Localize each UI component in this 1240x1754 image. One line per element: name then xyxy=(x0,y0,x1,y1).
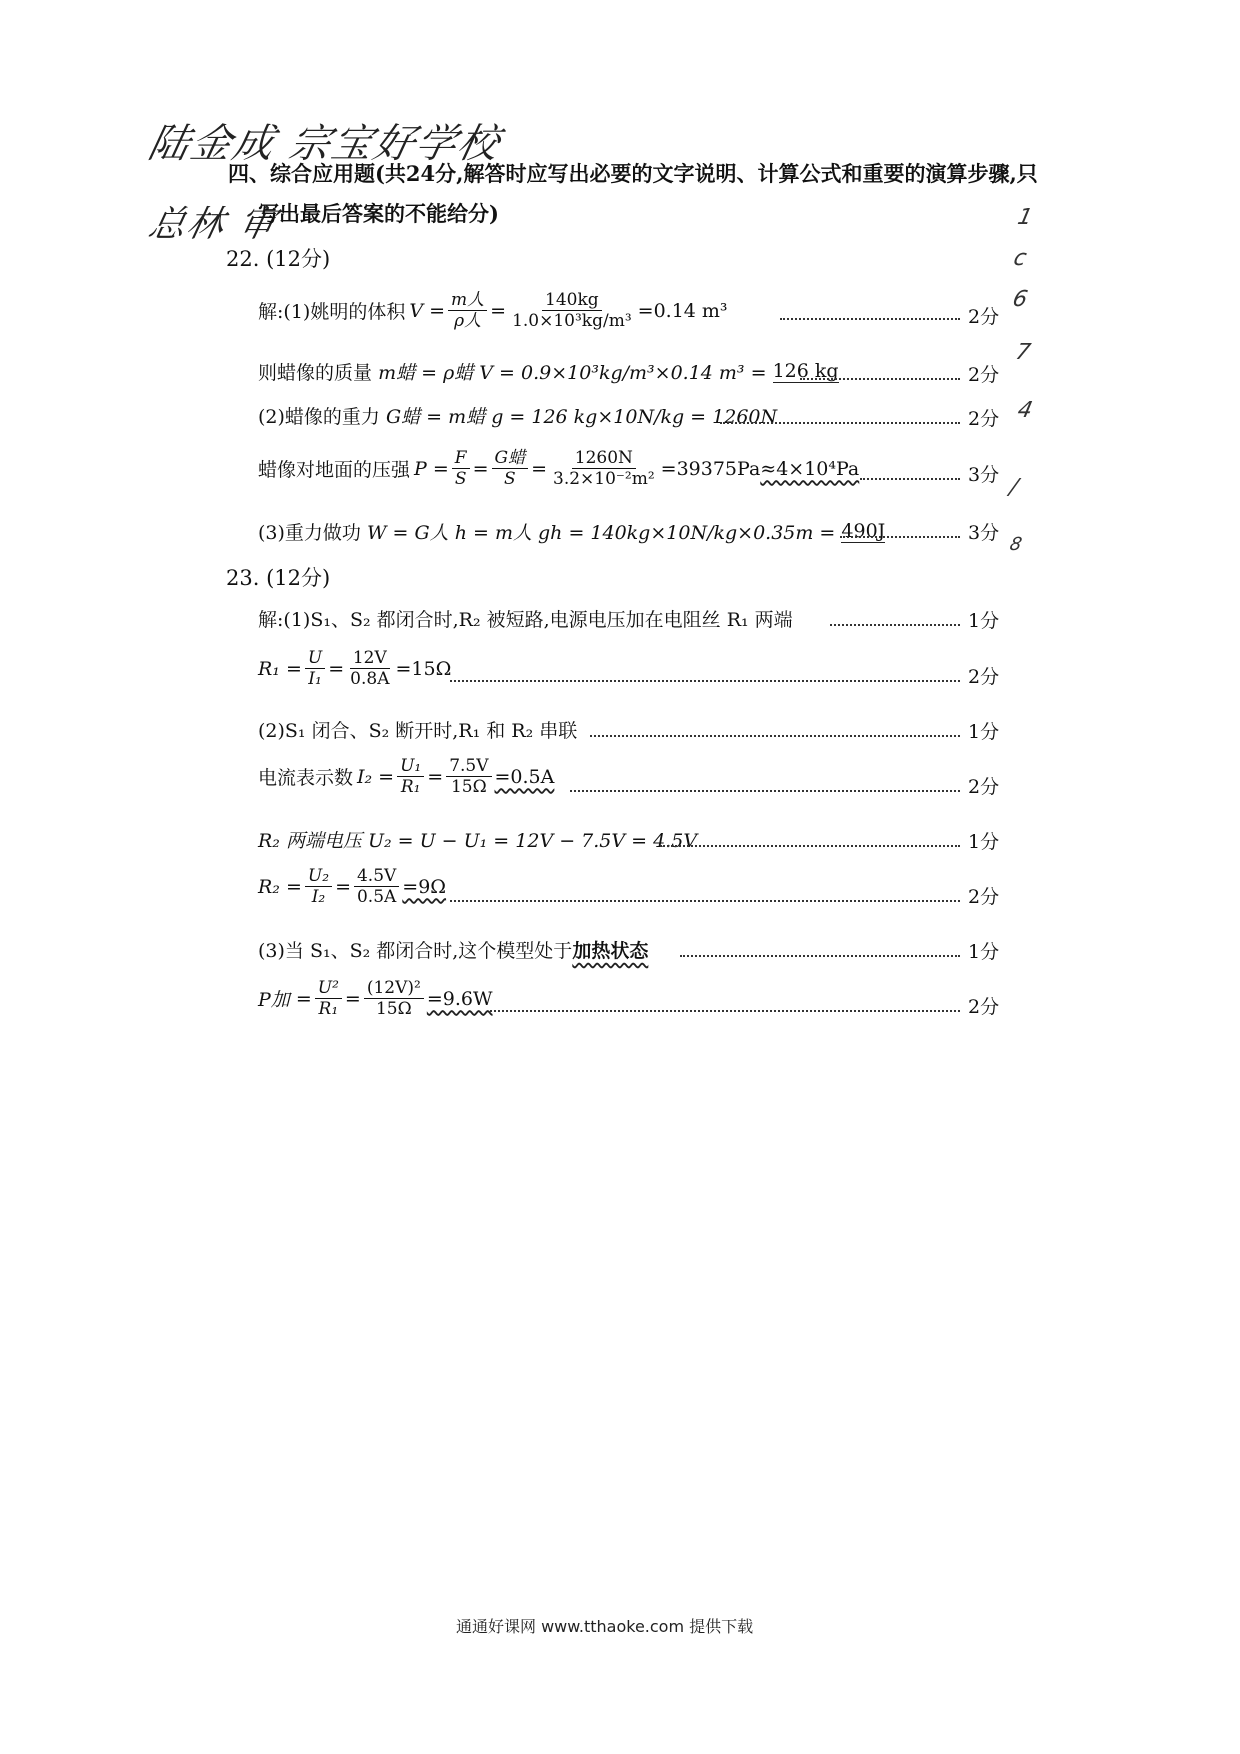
q22-line-4-prefix: 蜡像对地面的压强 xyxy=(258,459,411,481)
score-q23-7: 1分 xyxy=(968,941,1000,963)
pressure-symbol: P xyxy=(414,457,427,480)
r2-symbol: R₂ xyxy=(258,875,280,898)
q22-line-1-prefix: 解:(1)姚明的体积 xyxy=(258,301,406,323)
footer-credit: 通通好课网 www.tthaoke.com 提供下载 xyxy=(456,1617,754,1636)
q22-line-3-expr: G蜡 = m蜡 g = 126 kg×10N/kg = 1260N xyxy=(385,406,778,428)
q23-line-4-prefix: 电流表示数 xyxy=(258,767,354,789)
section-title-continued: 写出最后答案的不能给分) xyxy=(258,201,499,226)
q23-line-3 xyxy=(258,716,577,743)
q23-line-4: 电流表示数 I₂ = $\frac{\text{U₁}}{\text{R₁}}$ = $\frac{7.5V}{15\Omega}$ =0.5A xyxy=(258,756,555,797)
score-q22-1: 2分 xyxy=(968,306,1000,328)
q22-line-1: 解:(1)姚明的体积 V = $\frac{\text{m人}}{\text{ρ人}}$ = $\frac{140kg}{\text{1.0×10³kg/m³}}$ =0.14 m³ xyxy=(258,290,728,331)
handwritten-note-top: 陆金成 宗宝好学校 xyxy=(144,121,505,167)
q23-line-7-result: 加热状态 xyxy=(572,940,649,962)
q23-line-4-result: =0.5A xyxy=(494,765,555,788)
q23-line-8-result: =9.6W xyxy=(426,987,493,1010)
score-q23-6: 2分 xyxy=(968,886,1000,908)
score-q23-2: 2分 xyxy=(968,666,1000,688)
p-heat-symbol: P加 xyxy=(258,989,290,1011)
q23-line-6-result: =9Ω xyxy=(402,875,447,898)
fraction-power-values: $\frac{\text{(12V)²}}{15\Omega}$ xyxy=(364,978,424,1019)
q23-points: (12分) xyxy=(266,566,331,590)
fraction-r2-values: $\frac{4.5V}{0.5A}$ xyxy=(354,866,399,907)
margin-mark-4: 7 xyxy=(1013,340,1035,365)
score-q22-3: 2分 xyxy=(968,408,1000,430)
q22-line-4: 蜡像对地面的压强 P = $\frac{F}{S}$ = $\frac{\text{G蜡}}{S}$ = $\frac{1260N}{\text{3.2×10⁻²m²}}$ =39375Pa ≈4×10⁴Pa xyxy=(258,448,860,489)
q22-line-3-prefix: (2)蜡像的重力 xyxy=(258,406,380,428)
fraction-u-over-i1: $\frac{U}{\text{I₁}}$ xyxy=(305,648,325,689)
fraction-g-over-s: $\frac{\text{G蜡}}{S}$ xyxy=(492,448,529,489)
margin-mark-5: 4 xyxy=(1015,398,1037,423)
handwritten-note-reviewer: 总林 审 xyxy=(145,204,282,245)
q22-line-2-result: 126 kg xyxy=(772,360,839,382)
margin-mark-7: 8 xyxy=(1007,534,1026,555)
q23-line-5-text: R₂ 两端电压 U₂ = U − U₁ = 12V − 7.5V = 4.5V xyxy=(258,830,698,852)
q23-line-2: R₁ = $\frac{U}{\text{I₁}}$ = $\frac{12V}{0.8A}$ =15Ω xyxy=(258,648,452,689)
q22-line-5-expr: W = G人 h = m人 gh = 140kg×10N/kg×0.35m = xyxy=(366,522,836,544)
score-q22-5: 3分 xyxy=(968,522,1000,544)
score-q23-4: 2分 xyxy=(968,776,1000,798)
q23-line-7-text: (3)当 S₁、S₂ 都闭合时,这个模型处于 xyxy=(258,940,573,962)
fraction-u1-over-r1: $\frac{\text{U₁}}{\text{R₁}}$ xyxy=(397,756,424,797)
fraction-r1-values: $\frac{12V}{0.8A}$ xyxy=(350,648,390,689)
q22-line-2 xyxy=(258,358,839,385)
fraction-values: $\frac{140kg}{\text{1.0×10³kg/m³}}$ xyxy=(512,290,632,331)
fraction-u2-over-i2: $\frac{\text{U₂}}{\text{I₂}}$ xyxy=(305,866,332,907)
q22-line-1-result: =0.14 m³ xyxy=(637,299,728,322)
q22-line-4-tail: =39375Pa xyxy=(660,457,761,480)
score-q23-8: 2分 xyxy=(968,996,1000,1018)
q23-line-3-text: (2)S₁ 闭合、S₂ 断开时,R₁ 和 R₂ 串联 xyxy=(258,720,578,742)
fraction-mass-over-density: $\frac{\text{m人}}{\text{ρ人}}$ xyxy=(448,290,487,331)
section-title: 四、综合应用题(共24分,解答时应写出必要的文字说明、计算公式和重要的演算步骤,只 xyxy=(228,161,1038,186)
margin-mark-2: c xyxy=(1011,246,1031,271)
q23-header xyxy=(226,562,330,592)
margin-mark-3: 6 xyxy=(1010,287,1032,312)
fraction-f-over-s: $\frac{F}{S}$ xyxy=(452,448,470,489)
q22-line-2-expr: m蜡 = ρ蜡 V = 0.9×10³kg/m³×0.14 m³ = xyxy=(378,362,767,384)
fraction-pressure-values: $\frac{1260N}{\text{3.2×10⁻²m²}}$ xyxy=(553,448,655,489)
r1-symbol: R₁ xyxy=(258,657,280,680)
margin-mark-1: 1 xyxy=(1015,205,1037,230)
q22-line-5-prefix: (3)重力做功 xyxy=(258,522,361,544)
i2-symbol: I₂ xyxy=(357,765,373,788)
margin-mark-6: / xyxy=(1007,475,1023,500)
score-q22-4: 3分 xyxy=(968,464,1000,486)
q22-line-5 xyxy=(258,518,885,545)
q23-line-2-result: =15Ω xyxy=(395,657,452,680)
q23-line-1-text: 解:(1)S₁、S₂ 都闭合时,R₂ 被短路,电源电压加在电阻丝 R₁ 两端 xyxy=(258,609,793,631)
q22-line-5-result: 490J xyxy=(841,520,886,542)
q22-line-3 xyxy=(258,402,777,429)
q23-line-8: P加 = $\frac{\text{U²}}{\text{R₁}}$ = $\frac{\text{(12V)²}}{15\Omega}$ =9.6W xyxy=(258,978,493,1019)
fraction-u2-over-r1: $\frac{\text{U²}}{\text{R₁}}$ xyxy=(315,978,342,1019)
q22-points: (12分) xyxy=(266,247,331,271)
score-q23-5: 1分 xyxy=(968,831,1000,853)
score-q22-2: 2分 xyxy=(968,364,1000,386)
q22-number: 22. xyxy=(226,247,260,271)
q22-header xyxy=(226,243,330,273)
q23-line-5 xyxy=(258,826,697,853)
score-q23-3: 1分 xyxy=(968,721,1000,743)
q23-line-7 xyxy=(258,936,648,963)
q23-number: 23. xyxy=(226,566,260,590)
q22-line-4-result: ≈4×10⁴Pa xyxy=(760,457,860,480)
q23-line-6: R₂ = $\frac{\text{U₂}}{\text{I₂}}$ = $\frac{4.5V}{0.5A}$ =9Ω xyxy=(258,866,447,907)
q23-line-1 xyxy=(258,605,793,632)
score-q23-1: 1分 xyxy=(968,610,1000,632)
fraction-i2-values: $\frac{7.5V}{15\Omega}$ xyxy=(446,756,491,797)
volume-symbol: V xyxy=(409,299,424,322)
q22-line-2-prefix: 则蜡像的质量 xyxy=(258,362,373,384)
